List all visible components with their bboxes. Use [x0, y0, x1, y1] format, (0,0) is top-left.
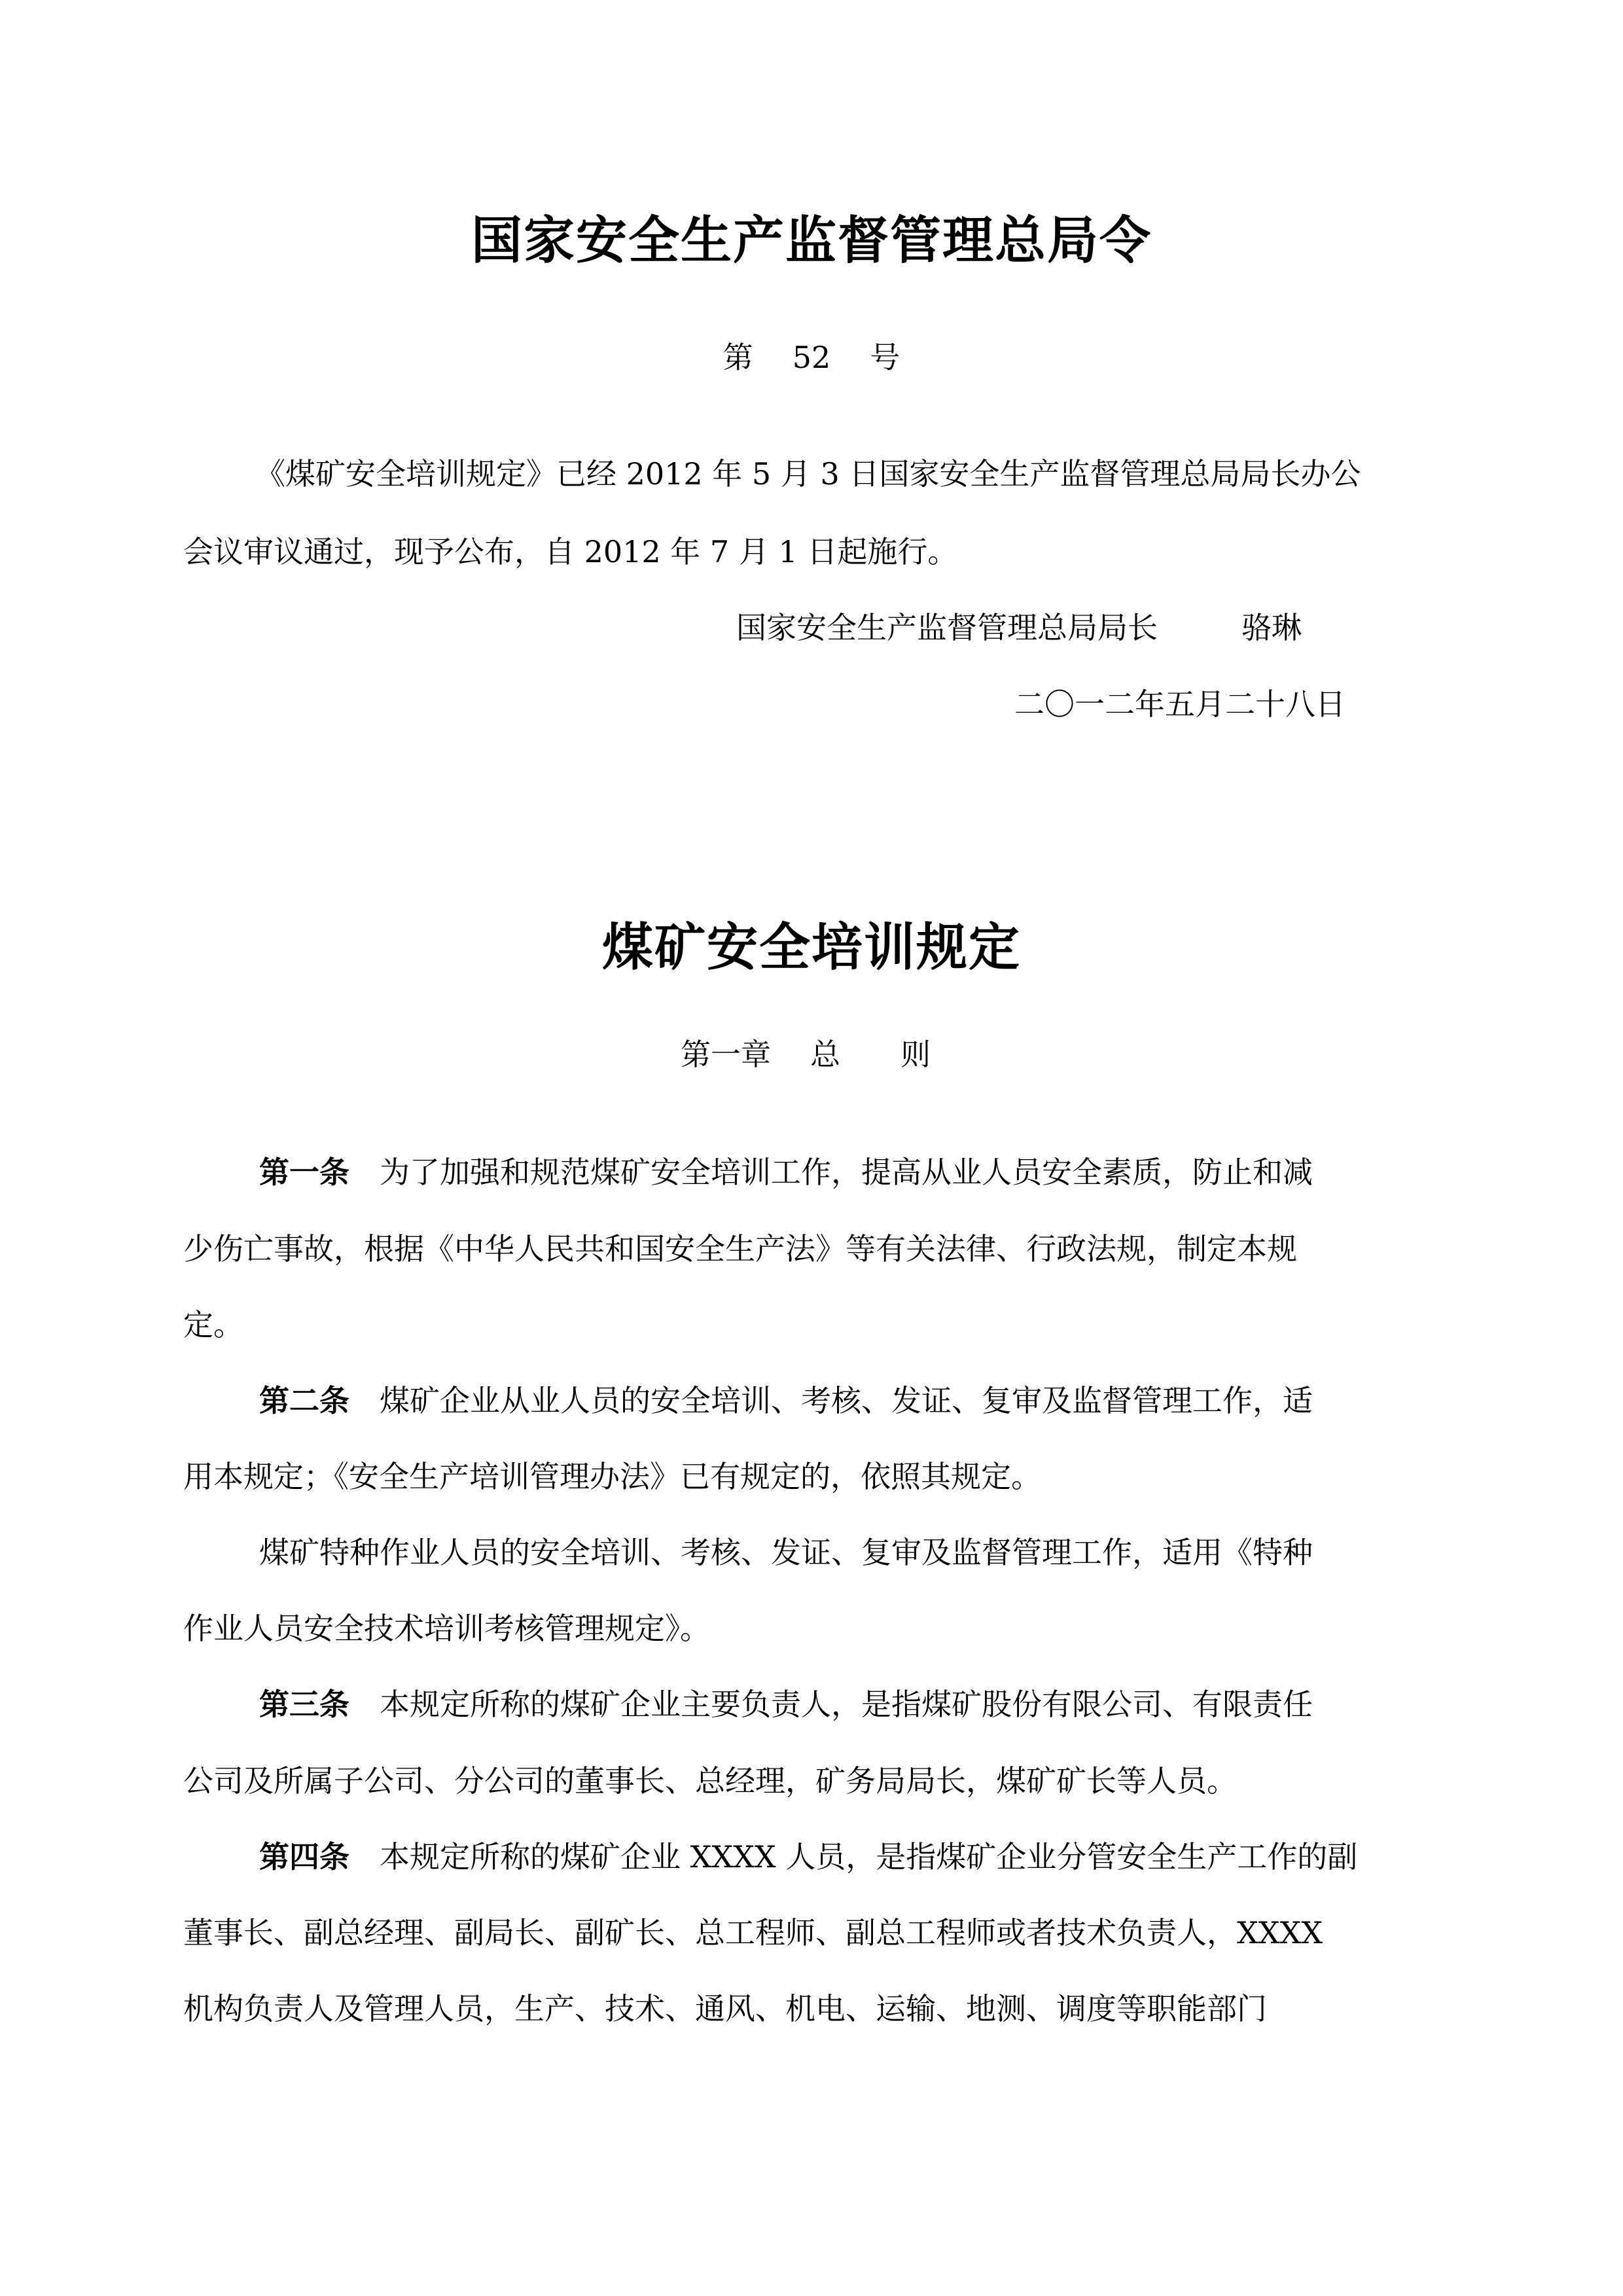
article-2-label: 第二条	[259, 1383, 349, 1418]
order-number	[0, 334, 1623, 377]
article-4-line-3: 机构负责人及管理人员，生产、技术、通风、机电、运输、地测、调度等职能部门	[183, 1991, 1267, 2026]
article-2-line-1	[259, 1377, 1313, 1420]
article-1-label: 第一条	[259, 1155, 349, 1190]
order-number-prefix: 第	[722, 340, 753, 375]
chapter-name-2: 则	[901, 1037, 931, 1072]
article-4-line-2: 董事长、副总经理、副局长、副矿长、总工程师、副总工程师或者技术负责人，XXXX	[183, 1915, 1323, 1950]
order-number-value: 52	[792, 340, 831, 375]
article-2-para-2-line-1: 煤矿特种作业人员的安全培训、考核、发证、复审及监督管理工作，适用《特种	[259, 1535, 1313, 1570]
signer-title: 国家安全生产监督管理总局局长	[736, 610, 1158, 645]
signer-name: 骆琳	[1241, 610, 1302, 645]
order-date: 二〇一二年五月二十八日	[1014, 687, 1346, 722]
order-number-suffix: 号	[870, 340, 901, 375]
article-1-line-2: 少伤亡事故，根据《中华人民共和国安全生产法》等有关法律、行政法规，制定本规	[183, 1231, 1297, 1266]
article-4-text-1: 本规定所称的煤矿企业 XXXX 人员，是指煤矿企业分管安全生产工作的副	[380, 1839, 1358, 1874]
article-3-text-1: 本规定所称的煤矿企业主要负责人，是指煤矿股份有限公司、有限责任	[380, 1687, 1313, 1722]
article-4-line-1	[259, 1833, 1357, 1876]
regulation-title: 煤矿安全培训规定	[601, 918, 1021, 977]
article-1-line-1	[259, 1149, 1313, 1192]
chapter-label: 第一章	[681, 1037, 771, 1072]
order-paragraph-line-1: 《煤矿安全培训规定》已经 2012 年 5 月 3 日国家安全生产监督管理总局局长办公	[255, 456, 1361, 492]
article-1-line-3: 定。	[183, 1307, 243, 1342]
article-3-line-1	[259, 1681, 1313, 1724]
order-title: 国家安全生产监督管理总局令	[471, 211, 1152, 270]
article-2-para-2-line-2: 作业人员安全技术培训考核管理规定》。	[183, 1611, 710, 1646]
chapter-heading	[681, 1031, 931, 1074]
article-3-label: 第三条	[259, 1687, 349, 1722]
order-paragraph-line-2: 会议审议通过，现予公布，自 2012 年 7 月 1 日起施行。	[183, 534, 958, 569]
article-1-text-1: 为了加强和规范煤矿安全培训工作，提高从业人员安全素质，防止和减	[380, 1155, 1313, 1190]
article-4-label: 第四条	[259, 1839, 349, 1874]
article-2-line-2: 用本规定；《安全生产培训管理办法》已有规定的，依照其规定。	[183, 1459, 1041, 1494]
article-2-text-1: 煤矿企业从业人员的安全培训、考核、发证、复审及监督管理工作，适	[380, 1383, 1313, 1418]
article-3-line-2: 公司及所属子公司、分公司的董事长、总经理，矿务局局长，煤矿矿长等人员。	[183, 1763, 1237, 1799]
chapter-name-1: 总	[810, 1037, 840, 1072]
